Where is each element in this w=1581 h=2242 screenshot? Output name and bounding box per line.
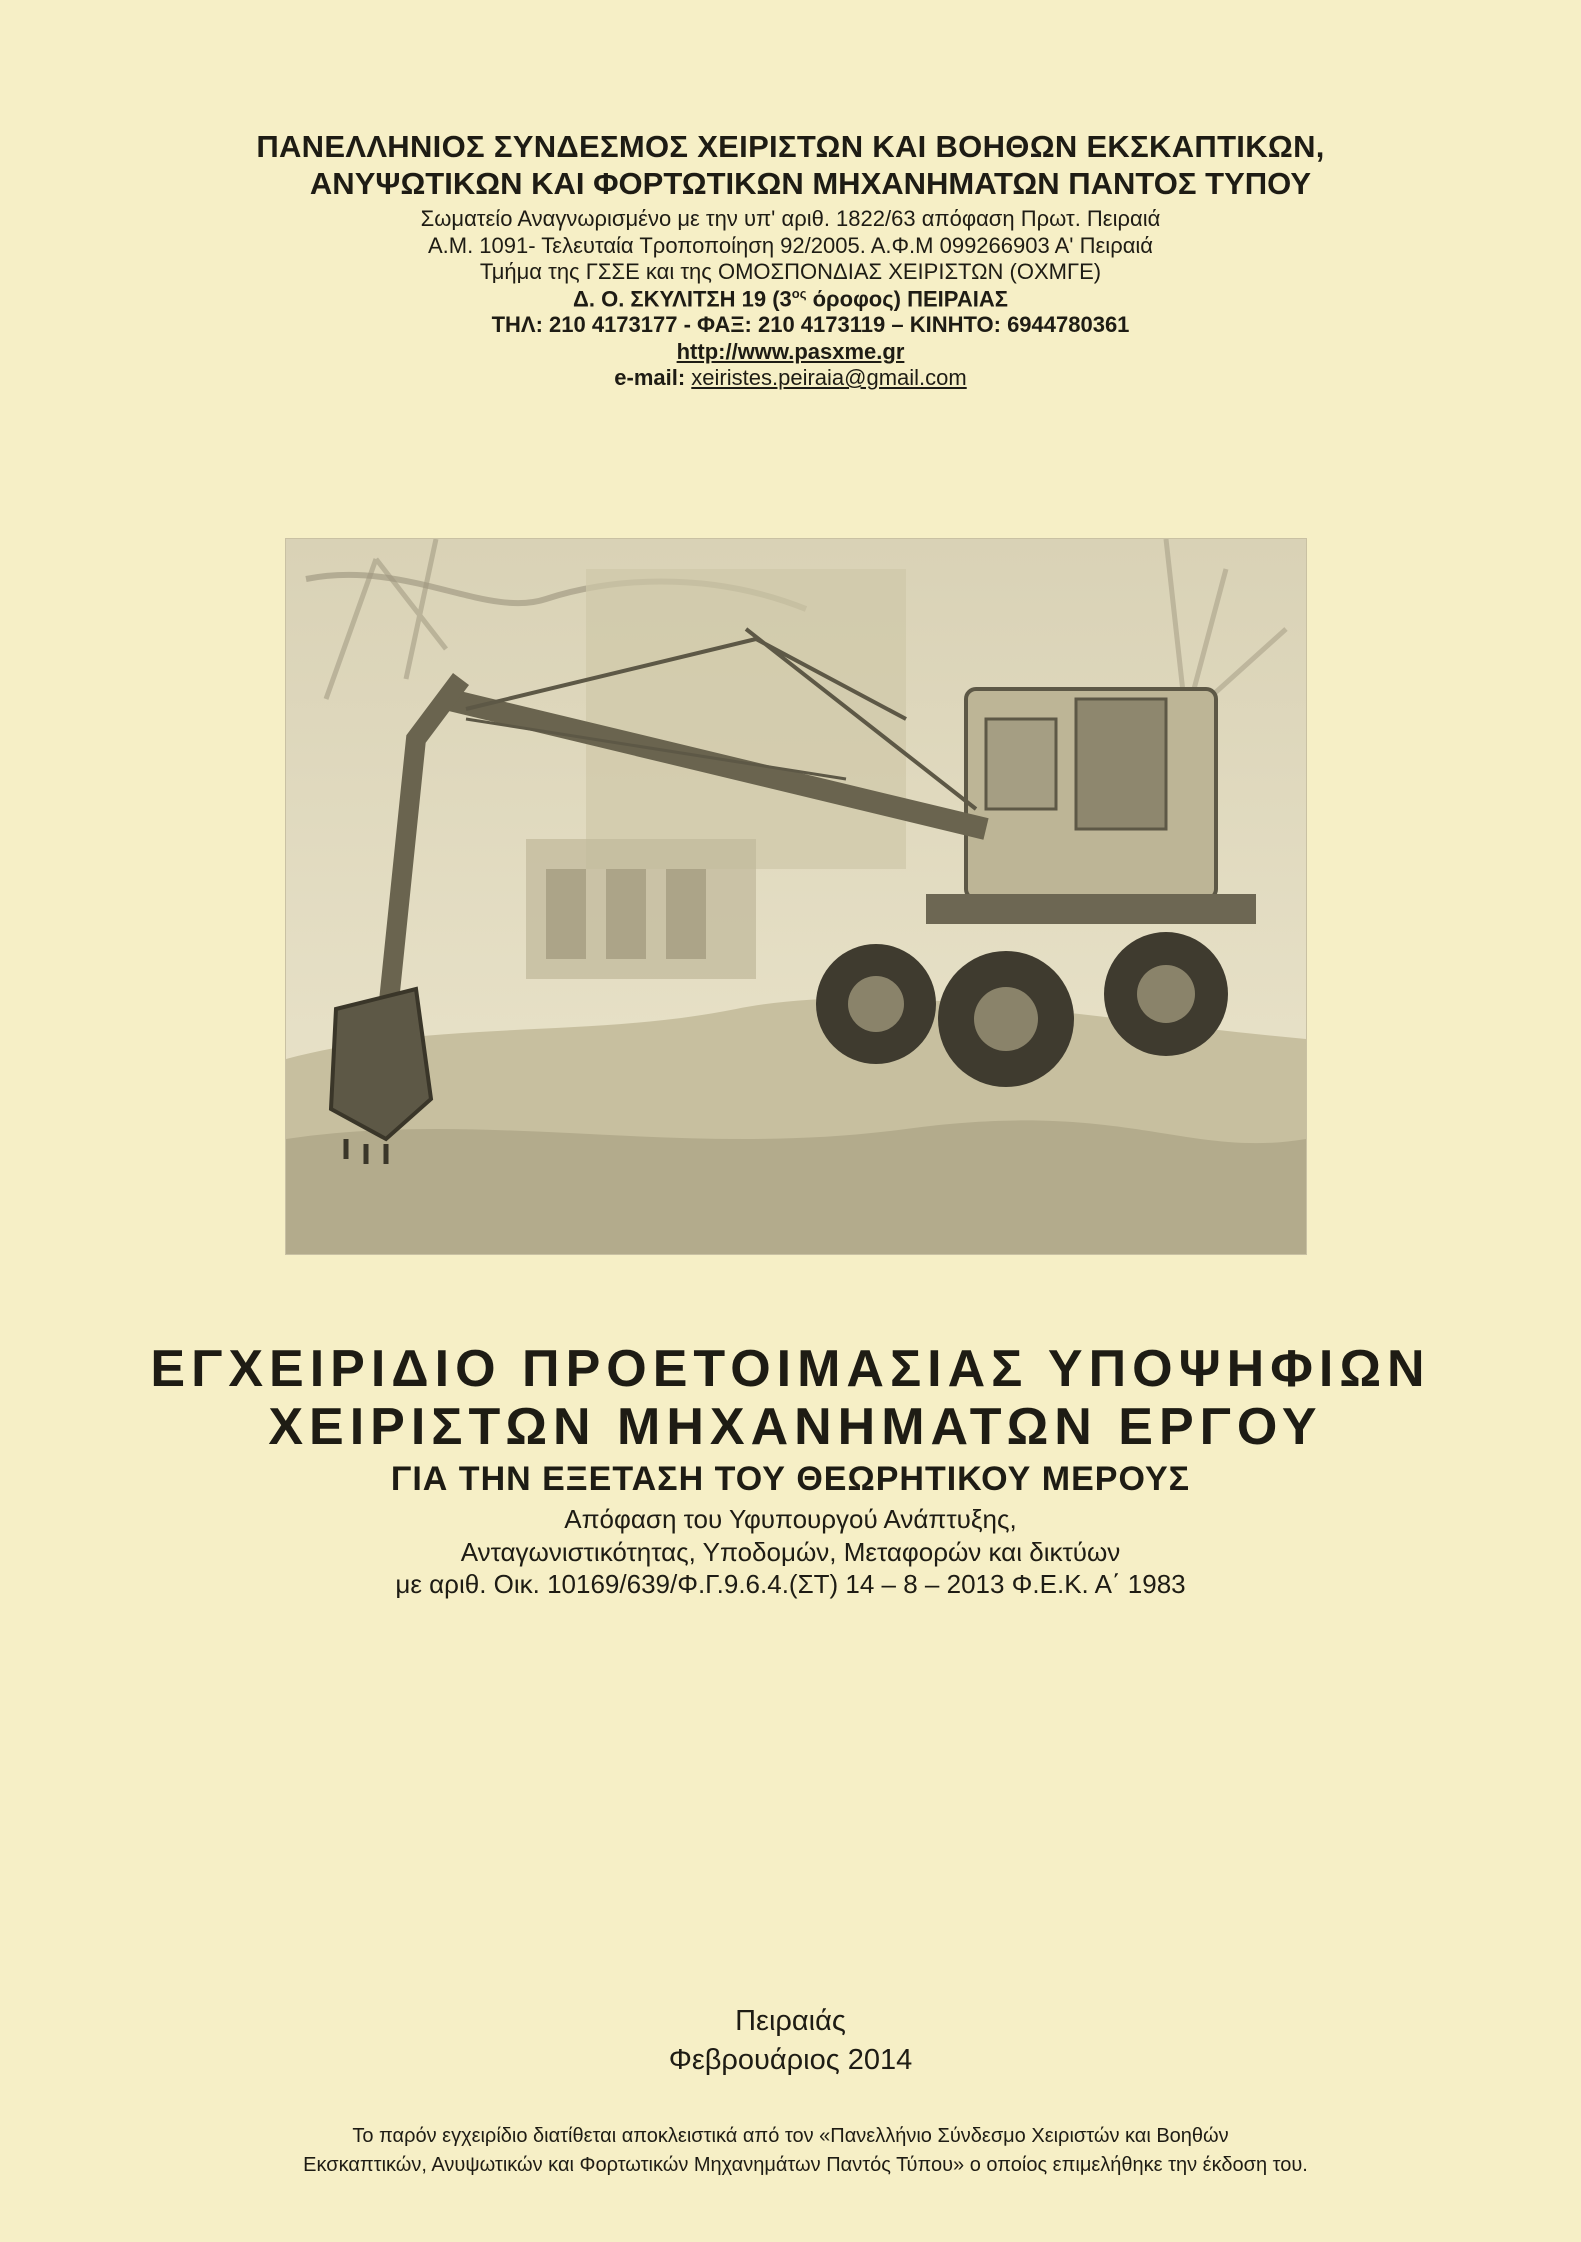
- distribution-notice: [0, 2122, 1581, 2180]
- registration-info: Σωματείο Αναγνωρισμένο με την υπ' αριθ. 1822/63 απόφαση Πρωτ. Πειραιά: [420, 206, 1161, 232]
- address: [0, 286, 1581, 313]
- decision-line2: Ανταγωνιστικότητας, Υποδομών, Μεταφορών και δικτύων: [460, 1536, 1121, 1567]
- distribution-notice-line2: Εκσκαπτικών, Ανυψωτικών και Φορτωτικών Μηχανημάτων Παντός Τύπου» ο οποίος επιμελήθηκε την έκδοση του.: [303, 2154, 1308, 2176]
- affiliation-info: Τμήμα της ΓΣΣΕ και της ΟΜΟΣΠΟΝΔΙΑΣ ΧΕΙΡΙΣΤΩΝ (ΟΧΜΓΕ): [479, 259, 1102, 285]
- website-link[interactable]: http://www.pasxme.gr: [676, 338, 905, 364]
- excavator-photo: [285, 538, 1307, 1255]
- registration-info-2: Α.Μ. 1091- Τελευταία Τροποποίηση 92/2005. Α.Φ.Μ 099266903 Α' Πειραιά: [427, 232, 1154, 258]
- website: [0, 339, 1581, 365]
- organization-name-line2: ΑΝΥΨΩΤΙΚΩΝ ΚΑΙ ΦΟΡΤΩΤΙΚΩΝ ΜΗΧΑΝΗΜΑΤΩΝ ΠΑΝΤΟΣ ΤΥΠΟΥ: [309, 166, 1312, 202]
- manual-title-block: [0, 1340, 1581, 1601]
- address-floor: όροφος) ΠΕΙΡΑΙΑΣ: [806, 285, 1008, 311]
- email-link[interactable]: xeiristes.peiraia@gmail.com: [691, 365, 967, 391]
- organization-header: [0, 128, 1581, 391]
- place: Πειραιάς: [735, 2005, 846, 2037]
- manual-title-line2: ΧΕΙΡΙΣΤΩΝ ΜΗΧΑΝΗΜΑΤΩΝ ΕΡΓΟΥ: [268, 1398, 1323, 1457]
- excavator-illustration: [286, 539, 1306, 1254]
- organization-name-line1: ΠΑΝΕΛΛΗΝΙΟΣ ΣΥΝΔΕΣΜΟΣ ΧΕΙΡΙΣΤΩΝ ΚΑΙ ΒΟΗΘΩΝ ΕΚΣΚΑΠΤΙΚΩΝ,: [256, 129, 1325, 164]
- place-and-date: [0, 2002, 1581, 2080]
- address-main: Δ. Ο. ΣΚΥΛΙΤΣΗ 19 (3: [573, 285, 792, 311]
- decision-line3: με αριθ. Οικ. 10169/639/Φ.Γ.9.6.4.(ΣΤ) 14 – 8 – 2013 Φ.Ε.Κ. Α΄ 1983: [395, 1569, 1186, 1600]
- decision-line1: Απόφαση του Υφυπουργού Ανάπτυξης,: [564, 1504, 1017, 1535]
- publication-date: Φεβρουάριος 2014: [668, 2044, 913, 2077]
- contact-phones: ΤΗΛ: 210 4173177 - ΦΑΞ: 210 4173119 – ΚΙΝΗΤΟ: 6944780361: [491, 312, 1130, 338]
- address-floor-suffix: ος: [791, 285, 807, 301]
- manual-subtitle: ΓΙΑ ΤΗΝ ΕΞΕΤΑΣΗ ΤΟΥ ΘΕΩΡΗΤΙΚΟΥ ΜΕΡΟΥΣ: [390, 1460, 1191, 1499]
- email-label: e-mail:: [614, 365, 692, 391]
- distribution-notice-line1: Το παρόν εγχειρίδιο διατίθεται αποκλειστικά από τον «Πανελλήνιο Σύνδεσμο Χειριστών και Βοηθών: [352, 2125, 1229, 2147]
- email: [0, 365, 1581, 391]
- manual-title-line1: ΕΓΧΕΙΡΙΔΙΟ ΠΡΟΕΤΟΙΜΑΣΙΑΣ ΥΠΟΨΗΦΙΩΝ: [150, 1340, 1431, 1398]
